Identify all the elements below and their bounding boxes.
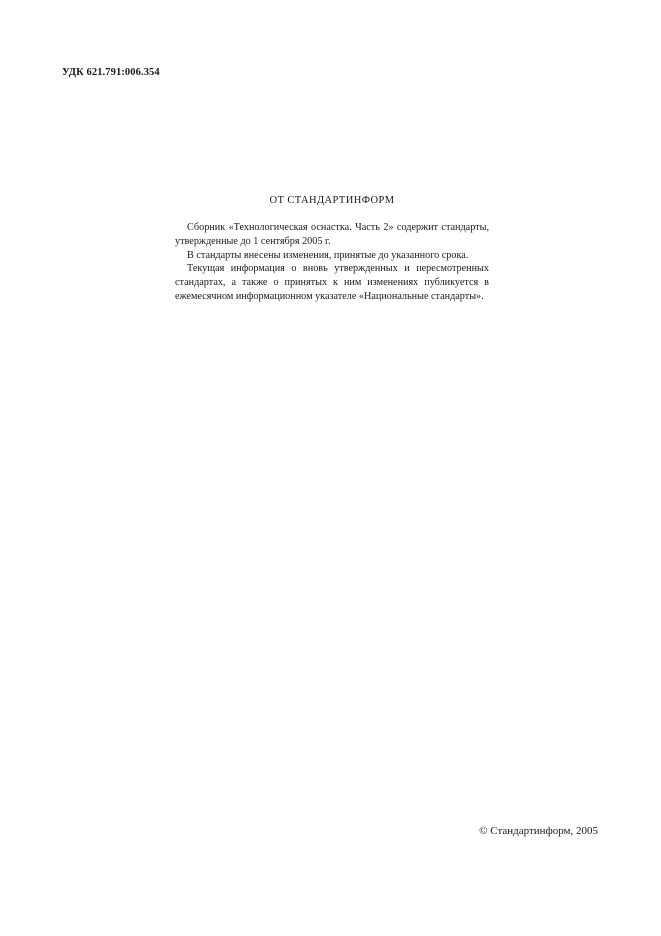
notice-heading: ОТ СТАНДАРТИНФОРМ xyxy=(269,195,395,206)
udk-code: УДК 621.791:006.354 xyxy=(62,67,160,78)
notice-paragraph: В стандарты внесены изменения, принятые до указанного срока. xyxy=(187,249,469,261)
notice-paragraph: Сборник «Технологическая оснастка. Часть 2» содержит стандарты, утвержденные до 1 сентября 2005 г. xyxy=(175,222,489,247)
notice-paragraph: Текущая информация о вновь утвержденных и пересмотренных стандартах, а также о принятых к ним изменениях публикуется в ежемесячном информационном указателе «Национальные стандарты». xyxy=(175,263,489,302)
publisher-notice xyxy=(175,195,489,304)
copyright-line: © Стандартинформ, 2005 xyxy=(479,825,598,837)
